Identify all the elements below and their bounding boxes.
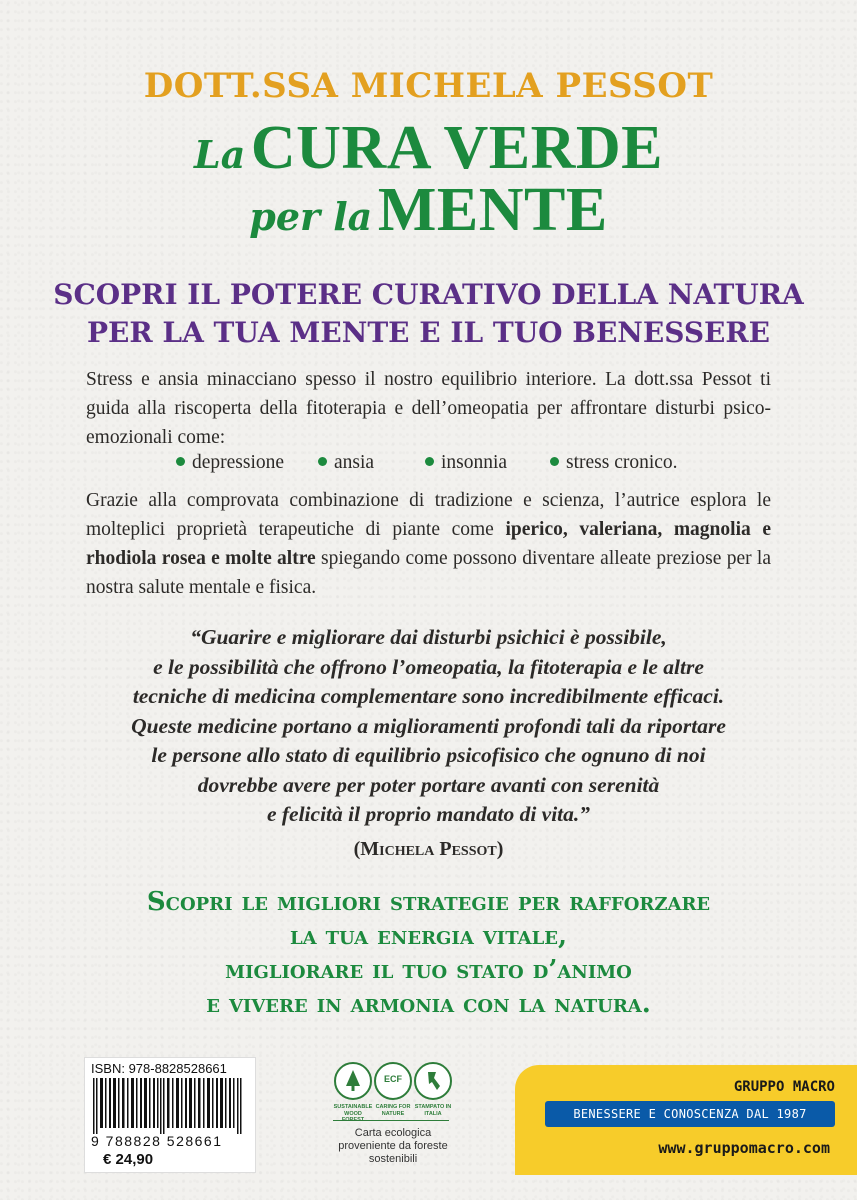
closing-line: la tua energia vitale, xyxy=(289,921,568,951)
symptom-item: insonnia xyxy=(425,452,507,474)
quote-line: dovrebbe avere per poter portare avanti con serenità xyxy=(197,772,660,797)
symptom-item: ansia xyxy=(318,452,374,474)
publisher-tagline: BENESSERE E CONOSCENZA DAL 1987 xyxy=(545,1101,835,1127)
bullet-dot-icon xyxy=(425,457,434,466)
tree-icon xyxy=(334,1062,372,1100)
title-small-la: La xyxy=(193,132,246,177)
ecf-icon: ECF xyxy=(374,1062,412,1100)
closing-statement xyxy=(0,885,857,1021)
publisher-panel xyxy=(515,1065,857,1175)
barcode-digits: 9 788828 528661 xyxy=(91,1133,223,1149)
italy-icon xyxy=(414,1062,452,1100)
subtitle-line-2: PER LA TUA MENTE E IL TUO BENESSERE xyxy=(86,316,771,349)
eco-divider xyxy=(333,1120,449,1121)
bullet-dot-icon xyxy=(176,457,185,466)
quote-line: Queste medicine portano a miglioramenti profondi tali da riportare xyxy=(131,713,726,738)
quote-line: le persone allo stato di equilibrio psicofisico che ognuno di noi xyxy=(151,743,706,767)
quote-line: e felicità il proprio mandato di vita.” xyxy=(266,802,591,826)
quote-line: e le possibilità che offrono l’omeopatia, la fitoterapia e le altre xyxy=(153,654,704,679)
eco-paper-note: Carta ecologica proveniente da foreste sostenibili xyxy=(338,1127,448,1165)
bullet-dot-icon xyxy=(550,457,559,466)
subtitle-line-1: SCOPRI IL POTERE CURATIVO DELLA NATURA xyxy=(53,278,804,311)
title-small-per-la: per la xyxy=(249,194,373,239)
quote-line: tecniche di medicina complementare sono incredibilmente efficaci. xyxy=(132,684,725,708)
plants-paragraph: Grazie alla comprovata combinazione di tradizione e scienza, l’autrice esplora le molteplici proprietà terapeutiche di piante come iperico, valeriana, magnolia e rhodiola rosea e molte altre spiegando come possono diventare alleate preziose per la nostra salute mentale e fisica. xyxy=(86,490,772,598)
publisher-url[interactable]: www.gruppomacro.com xyxy=(658,1139,830,1157)
closing-line: migliorare il tuo stato d’animo xyxy=(225,955,632,985)
book-title-line-2 xyxy=(0,175,857,246)
closing-line: e vivere in armonia con la natura. xyxy=(206,989,651,1019)
isbn-label: ISBN: 978-8828528661 xyxy=(91,1061,227,1076)
barcode-icon xyxy=(91,1078,247,1134)
symptom-item: depressione xyxy=(176,452,284,474)
author-name: DOTT.SSA MICHELA PESSOT xyxy=(143,66,714,106)
author-quote xyxy=(80,623,777,830)
book-title-line-1 xyxy=(0,113,857,184)
barcode-box xyxy=(84,1057,256,1173)
intro-paragraph: Stress e ansia minacciano spesso il nostro equilibrio interiore. La dott.ssa Pessot ti guida alla riscoperta della fitoterapia e dell’omeopatia per affrontare disturbi psico-emozionali come: xyxy=(86,369,771,448)
closing-line: Scopri le migliori strategie per rafforzare xyxy=(146,887,711,917)
price-label: € 24,90 xyxy=(103,1151,154,1168)
quote-line: “Guarire e migliorare dai disturbi psichici è possibile, xyxy=(190,625,667,649)
eco-logo-italy: STAMPATO IN ITALIA xyxy=(413,1062,453,1117)
publisher-name: GRUPPO MACRO xyxy=(733,1079,835,1095)
title-large-cura-verde: CURA VERDE xyxy=(250,114,663,182)
bullet-dot-icon xyxy=(318,457,327,466)
plants-highlight: iperico, valeriana, magnolia e rhodiola rosea e molte altre xyxy=(86,519,772,569)
symptom-item: stress cronico. xyxy=(550,452,678,474)
title-large-mente: MENTE xyxy=(377,176,608,244)
quote-attribution: (Michela Pessot) xyxy=(353,838,504,860)
eco-logo-ecf: ECF CARING FOR NATURE xyxy=(373,1062,413,1117)
eco-logo-forest: SUSTAINABLE WOOD xyxy=(333,1062,373,1124)
